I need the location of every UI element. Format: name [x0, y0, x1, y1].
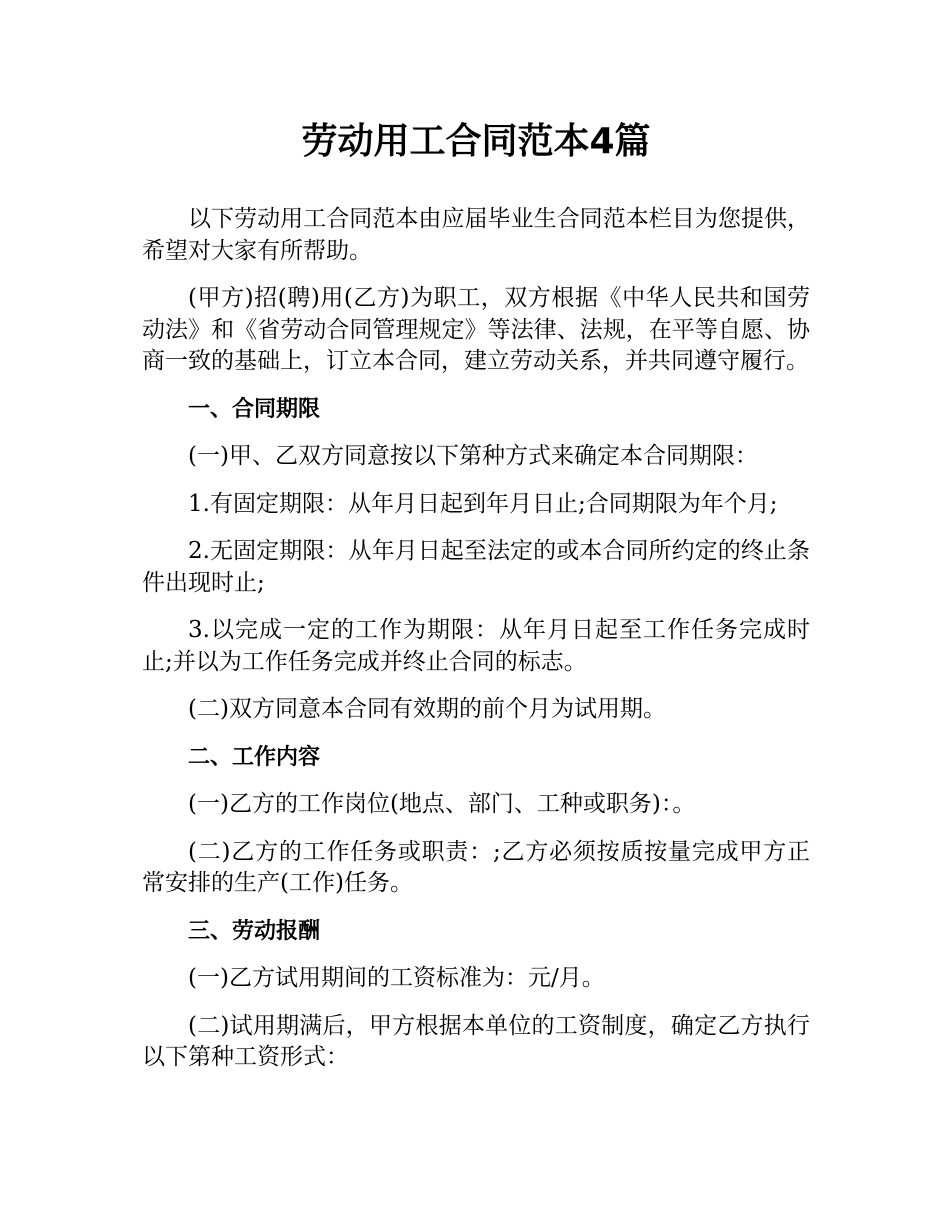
clause-paragraph: 2.无固定期限：从年月日起至法定的或本合同所约定的终止条件出现时止;	[142, 538, 810, 596]
clause-paragraph: (一)甲、乙双方同意按以下第种方式来确定本合同期限：	[188, 443, 758, 469]
clause-paragraph: (一)乙方的工作岗位(地点、部门、工种或职务)：。	[188, 791, 696, 817]
section-heading-pay: 三、劳动报酬	[188, 918, 321, 944]
document-title: 劳动用工合同范本4篇	[301, 121, 651, 162]
clause-paragraph: (二)试用期满后，甲方根据本单位的工资制度，确定乙方执行以下第种工资形式：	[142, 1012, 810, 1070]
clause-paragraph: (二)乙方的工作任务或职责：;乙方必须按质按量完成甲方正常安排的生产(工作)任务。	[142, 838, 810, 896]
preamble-paragraph: (甲方)招(聘)用(乙方)为职工，双方根据《中华人民共和国劳动法》和《省劳动合同管理规定》等法律、法规，在平等自愿、协商一致的基础上，订立本合同，建立劳动关系，并共同遵守履行。	[142, 285, 810, 374]
section-heading-term: 一、合同期限	[188, 396, 321, 422]
intro-paragraph: 以下劳动用工合同范本由应届毕业生合同范本栏目为您提供，希望对大家有所帮助。	[142, 206, 810, 264]
clause-paragraph: (二)双方同意本合同有效期的前个月为试用期。	[188, 696, 666, 722]
section-heading-work: 二、工作内容	[188, 744, 321, 770]
document-body	[142, 204, 810, 1090]
clause-paragraph: (一)乙方试用期间的工资标准为：元/月。	[188, 965, 605, 991]
clause-paragraph: 3.以完成一定的工作为期限：从年月日起至工作任务完成时止;并以为工作任务完成并终止合同的标志。	[142, 617, 810, 675]
clause-paragraph: 1.有固定期限：从年月日起到年月日止;合同期限为年个月;	[188, 490, 778, 517]
